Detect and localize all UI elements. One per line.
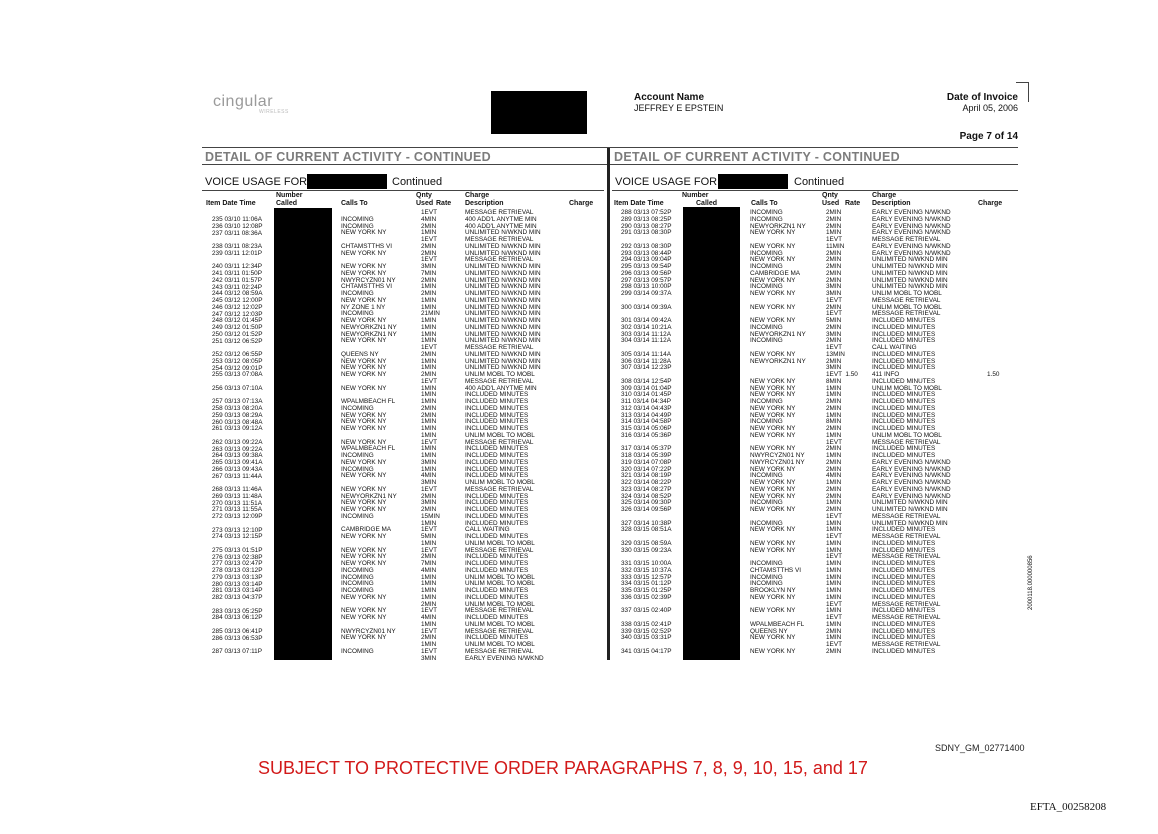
redaction-account-number xyxy=(491,91,587,134)
calls-to-list-right: INCOMING INCOMING NEWYORKZN1 NY NEW YORK NY NEW YORK NY INCOMING NEW YORK NY INCOMING CAMBRIDGE MA NEW YORK NY INCOMING NEW YORK NY NEW YORK NY NEW YORK NY INCOMING NEWYORKZN1 NY INCOMING NEW YORK NY NEWYORKZN1 NY NEW YORK NY NEW YORK NY NEW YORK NY INCOMING NEW YORK NY NEW YORK NY INCOMING NEW YORK NY NEW YORK NY NEW YORK NY NWYRCYZN01 NY NWYRCYZN01 NY NEW YORK NY INCOMING NEW YORK NY NEW YORK NY NEW YORK NY INCOMING NEW YORK NY INCOMING NEW YORK NY NEW YORK NY NEW YORK NY INCOMING CHTAMSTTHS VI INCOMING INCOMING BROOKLYN NY NEW YORK NY NEW YORK NY WPALMBEACH FL QUEENS NY NEW YORK NY NEW YORK NY xyxy=(750,209,806,655)
account-name-label: Account Name xyxy=(634,92,705,103)
col-number-label-right: Number xyxy=(682,192,709,199)
charge-411-info: 1.50 xyxy=(987,371,1000,378)
bates-number: SDNY_GM_02771400 xyxy=(935,743,1025,753)
page-number: Page 7 of 14 xyxy=(959,131,1018,142)
logo-subtext: WIRELESS xyxy=(259,109,289,115)
continued-right: Continued xyxy=(794,176,845,188)
protective-order-notice: SUBJECT TO PROTECTIVE ORDER PARAGRAPHS 7, 8, 9, 10, 15, and 17 xyxy=(258,758,868,778)
col-qnty-used-left: Qnty Used xyxy=(416,192,434,207)
account-name: JEFFREY E EPSTEIN xyxy=(634,103,724,113)
redaction-number-called-right xyxy=(683,207,740,660)
section-rule xyxy=(202,164,1018,165)
col-rate-right: Rate xyxy=(845,200,861,207)
side-document-id: 2000118.000000856 xyxy=(1028,555,1034,610)
col-charge-desc-left: Charge Description xyxy=(465,192,504,207)
calls-to-list-left: INCOMING INCOMING NEW YORK NY CHTAMSTTHS VI NEW YORK NY NEW YORK NY NEW YORK NY NWYRCYZN01 NY CHTAMSTTHS VI INCOMING NEW YORK NY NY ZONE 1 NY INCOMING NEW YORK NY NEWYORKZN1 NY NEWYORKZN1 NY NEW YORK NY QUEENS NY NEW YORK NY NEW YORK NY NEW YORK NY NEW YORK NY WPALMBEACH FL INCOMING NEW YORK NY NEW YORK NY NEW YORK NY NEW YORK NY WPALMBEACH FL INCOMING NEW YORK NY INCOMING NEW YORK NY NEW YORK NY NEWYORKZN1 NY NEW YORK NY NEW YORK NY INCOMING CAMBRIDGE MA NEW YORK NY NEW YORK NY NEW YORK NY NEW YORK NY INCOMING INCOMING INCOMING INCOMING NEW YORK NY NEW YORK NY NEW YORK NY NWYRCYZN01 NY NEW YORK NY INCOMING xyxy=(341,215,397,655)
description-list-left: MESSAGE RETRIEVAL 400 ADD'L ANYTME MIN 400 ADD'L ANYTME MIN UNLIMITED N/WKND MIN MESSAGE RETRIEVAL UNLIMITED N/WKND MIN UNLIMITED N/WKND MIN MESSAGE RETRIEVAL UNLIMITED N/WKND MIN UNLIMITED N/WKND MIN UNLIMITED N/WKND MIN UNLIMITED N/WKND MIN UNLIMITED N/WKND MIN UNLIMITED N/WKND MIN UNLIMITED N/WKND MIN UNLIMITED N/WKND MIN UNLIMITED N/WKND MIN UNLIMITED N/WKND MIN UNLIMITED N/WKND MIN UNLIMITED N/WKND MIN MESSAGE RETRIEVAL UNLIMITED N/WKND MIN UNLIMITED N/WKND MIN UNLIMITED N/WKND MIN UNLIM MOBL TO MOBL MESSAGE RETRIEVAL 400 ADD'L ANYTME MIN INCLUDED MINUTES INCLUDED MINUTES INCLUDED MINUTES INCLUDED MINUTES INCLUDED MINUTES INCLUDED MINUTES UNLIM MOBL TO MOBL MESSAGE RETRIEVAL INCLUDED MINUTES INCLUDED MINUTES INCLUDED MINUTES INCLUDED MINUTES INCLUDED MINUTES UNLIM MOBL TO MOBL MESSAGE RETRIEVAL INCLUDED MINUTES INCLUDED MINUTES INCLUDED MINUTES INCLUDED MINUTES INCLUDED MINUTES CALL WAITING INCLUDED MINUTES UNLIM MOBL TO MOBL MESSAGE RETRIEVAL INCLUDED MINUTES INCLUDED MINUTES INCLUDED MINUTES UNLIM MOBL TO MOBL UNLIM MOBL TO MOBL INCLUDED MINUTES INCLUDED MINUTES UNLIM MOBL TO MOBL MESSAGE RETRIEVAL INCLUDED MINUTES UNLIM MOBL TO MOBL MESSAGE RETRIEVAL INCLUDED MINUTES UNLIM MOBL TO MOBL MESSAGE RETRIEVAL EARLY EVENING N/WKND xyxy=(465,209,544,662)
voice-rule-left xyxy=(202,190,604,191)
section-title-left: DETAIL OF CURRENT ACTIVITY - CONTINUED xyxy=(205,150,491,164)
corner-mark xyxy=(1028,82,1029,102)
redaction-number-called-left xyxy=(274,208,332,660)
col-rate-left: Rate xyxy=(436,200,452,207)
qty-list-right: 2MIN 2MIN 2MIN 1MIN 1EVT 11MIN 2MIN 2MIN 2MIN 2MIN 2MIN 3MIN 3MIN 1EVT 2MIN 1EVT 5MIN 2MIN 3MIN 2MIN 1EVT 13MIN 2MIN 3MIN 1EVT 1.50 8MIN 1MIN 1MIN 2MIN 2MIN 1MIN 8MIN 2MIN 1MIN 1EVT 2MIN 1MIN 2MIN 2MIN 4MIN 1MIN 2MIN 2MIN 1MIN 2MIN 1EVT 1MIN 1MIN 1EVT 1MIN 1MIN 1EVT 1MIN 1MIN 1MIN 1MIN 1MIN 1MIN 1EVT 1MIN 1EVT 1MIN 2MIN 1MIN 1EVT 2MIN xyxy=(826,209,858,655)
voice-usage-label-right: VOICE USAGE FOR xyxy=(615,176,718,188)
date-of-invoice: April 05, 2006 xyxy=(962,103,1018,113)
redaction-voice-right xyxy=(718,174,788,189)
item-date-time-list-left: 235 03/10 11:06A 236 03/10 12:08P 237 03/11 08:36A 238 03/11 08:23A 239 03/11 12:01P 240 03/11 12:34P 241 03/11 01:50P 242 03/11 01:57P 243 03/11 02:24P 244 03/12 08:59A 245 03/12 12:00P 246 03/12 12:02P 247 03/12 12:03P 248 03/12 01:45P 249 03/12 01:50P 250 03/12 01:52P 251 03/12 06:52P 252 03/12 06:55P 253 03/12 08:05P 254 03/12 09:01P 255 03/13 07:08A 256 03/13 07:10A 257 03/13 07:13A 258 03/13 08:20A 259 03/13 08:29A 260 03/13 08:48A 261 03/13 09:12A 262 03/13 09:22A 263 03/13 09:22A 264 03/13 09:38A 265 03/13 09:41A 266 03/13 09:43A 267 03/13 11:44A 268 03/13 11:46A 269 03/13 11:48A 270 03/13 11:51A 271 03/13 11:55A 272 03/13 12:09P 273 03/13 12:10P 274 03/13 12:15P 275 03/13 01:51P 276 03/13 02:38P 277 03/13 02:47P 278 03/13 03:12P 279 03/13 03:13P 280 03/13 03:14P 281 03/13 03:14P 282 03/13 04:37P 283 03/13 05:25P 284 03/13 06:12P 285 03/13 06:41P 286 03/13 06:53P 287 03/13 07:11P xyxy=(212,216,263,655)
col-calls-to-right: Calls To xyxy=(751,200,778,207)
col-charge-right: Charge xyxy=(978,200,1003,207)
col-charge-desc-right: Charge Description xyxy=(872,192,911,207)
redaction-voice-left xyxy=(307,174,387,189)
column-divider xyxy=(607,148,610,660)
description-list-right: EARLY EVENING N/WKND EARLY EVENING N/WKND EARLY EVENING N/WKND EARLY EVENING N/WKND MESSAGE RETRIEVAL EARLY EVENING N/WKND EARLY EVENING N/WKND UNLIMITED N/WKND MIN UNLIMITED N/WKND MIN UNLIMITED N/WKND MIN UNLIMITED N/WKND MIN UNLIMITED N/WKND MIN UNLIM MOBL TO MOBL MESSAGE RETRIEVAL UNLIM MOBL TO MOBL MESSAGE RETRIEVAL INCLUDED MINUTES INCLUDED MINUTES INCLUDED MINUTES INCLUDED MINUTES CALL WAITING INCLUDED MINUTES INCLUDED MINUTES INCLUDED MINUTES 411 INFO INCLUDED MINUTES UNLIM MOBL TO MOBL INCLUDED MINUTES INCLUDED MINUTES INCLUDED MINUTES INCLUDED MINUTES INCLUDED MINUTES INCLUDED MINUTES UNLIM MOBL TO MOBL MESSAGE RETRIEVAL INCLUDED MINUTES INCLUDED MINUTES EARLY EVENING N/WKND EARLY EVENING N/WKND EARLY EVENING N/WKND EARLY EVENING N/WKND EARLY EVENING N/WKND EARLY EVENING N/WKND UNLIMITED N/WKND MIN UNLIMITED N/WKND MIN MESSAGE RETRIEVAL UNLIMITED N/WKND MIN INCLUDED MINUTES MESSAGE RETRIEVAL INCLUDED MINUTES INCLUDED MINUTES MESSAGE RETRIEVAL INCLUDED MINUTES INCLUDED MINUTES INCLUDED MINUTES INCLUDED MINUTES INCLUDED MINUTES INCLUDED MINUTES MESSAGE RETRIEVAL INCLUDED MINUTES MESSAGE RETRIEVAL INCLUDED MINUTES INCLUDED MINUTES INCLUDED MINUTES MESSAGE RETRIEVAL INCLUDED MINUTES xyxy=(872,209,951,655)
voice-usage-label-left: VOICE USAGE FOR xyxy=(205,176,308,188)
col-called-right: Called xyxy=(696,200,718,207)
qty-list-left: 1EVT 4MIN 2MIN 1MIN 1EVT 2MIN 2MIN 1EVT 3MIN 7MIN 2MIN 1MIN 2MIN 1MIN 1MIN 21MIN 1MIN 1MIN 1MIN 1MIN 1EVT 2MIN 1MIN 1MIN 2MIN 1EVT 1MIN 1MIN 1MIN 2MIN 2MIN 1MIN 1MIN 1MIN 1EVT 1MIN 1MIN 3MIN 1MIN 4MIN 3MIN 1EVT 2MIN 3MIN 2MIN 15MIN 1MIN 1EVT 5MIN 1MIN 1EVT 2MIN 7MIN 4MIN 1MIN 1MIN 1MIN 1MIN 2MIN 1EVT 4MIN 1MIN 1EVT 2MIN 1MIN 1EVT 3MIN xyxy=(421,209,440,662)
cingular-logo: cingular WIRELESS xyxy=(213,93,289,115)
col-called-left: Called xyxy=(276,200,298,207)
col-item-date-time-right: Item Date Time xyxy=(614,200,664,207)
top-rule xyxy=(202,147,1018,148)
corner-mark-top xyxy=(1016,82,1028,83)
section-title-right: DETAIL OF CURRENT ACTIVITY - CONTINUED xyxy=(614,150,900,164)
col-calls-to-left: Calls To xyxy=(341,200,368,207)
voice-rule-right xyxy=(612,190,1018,191)
item-date-time-list-right: 288 03/13 07:52P 289 03/13 08:25P 290 03/13 08:27P 291 03/13 08:30P 292 03/13 08:30P 293 03/13 08:44P 294 03/13 09:04P 295 03/13 09:54P 296 03/13 09:56P 297 03/13 09:57P 298 03/13 10:00P 299 03/14 09:37A 300 03/14 09:39A 301 03/14 09:42A 302 03/14 10:21A 303 03/14 11:12A 304 03/14 11:12A 305 03/14 11:14A 306 03/14 11:28A 307 03/14 12:23P 308 03/14 12:54P 309 03/14 01:04P 310 03/14 01:45P 311 03/14 04:34P 312 03/14 04:43P 313 03/14 04:49P 314 03/14 04:58P 315 03/14 05:06P 316 03/14 05:36P 317 03/14 05:37P 318 03/14 05:39P 319 03/14 07:08P 320 03/14 07:22P 321 03/14 08:19P 322 03/14 08:22P 323 03/14 08:27P 324 03/14 08:52P 325 03/14 09:30P 326 03/14 09:56P 327 03/14 10:38P 328 03/15 08:51A 329 03/15 08:59A 330 03/15 09:23A 331 03/15 10:00A 332 03/15 10:37A 333 03/15 12:57P 334 03/15 01:12P 335 03/15 01:25P 336 03/15 02:39P 337 03/15 02:40P 338 03/15 02:41P 339 03/15 02:52P 340 03/15 03:31P 341 03/15 04:17P xyxy=(621,209,672,655)
date-of-invoice-label: Date of Invoice xyxy=(946,92,1018,103)
col-number-label-left: Number xyxy=(276,192,303,199)
continued-left: Continued xyxy=(392,176,443,188)
efta-number: EFTA_00258208 xyxy=(1030,801,1107,813)
col-item-date-time-left: Item Date Time xyxy=(206,200,256,207)
col-qnty-used-right: Qnty Used xyxy=(822,192,840,207)
col-charge-left: Charge xyxy=(569,200,594,207)
